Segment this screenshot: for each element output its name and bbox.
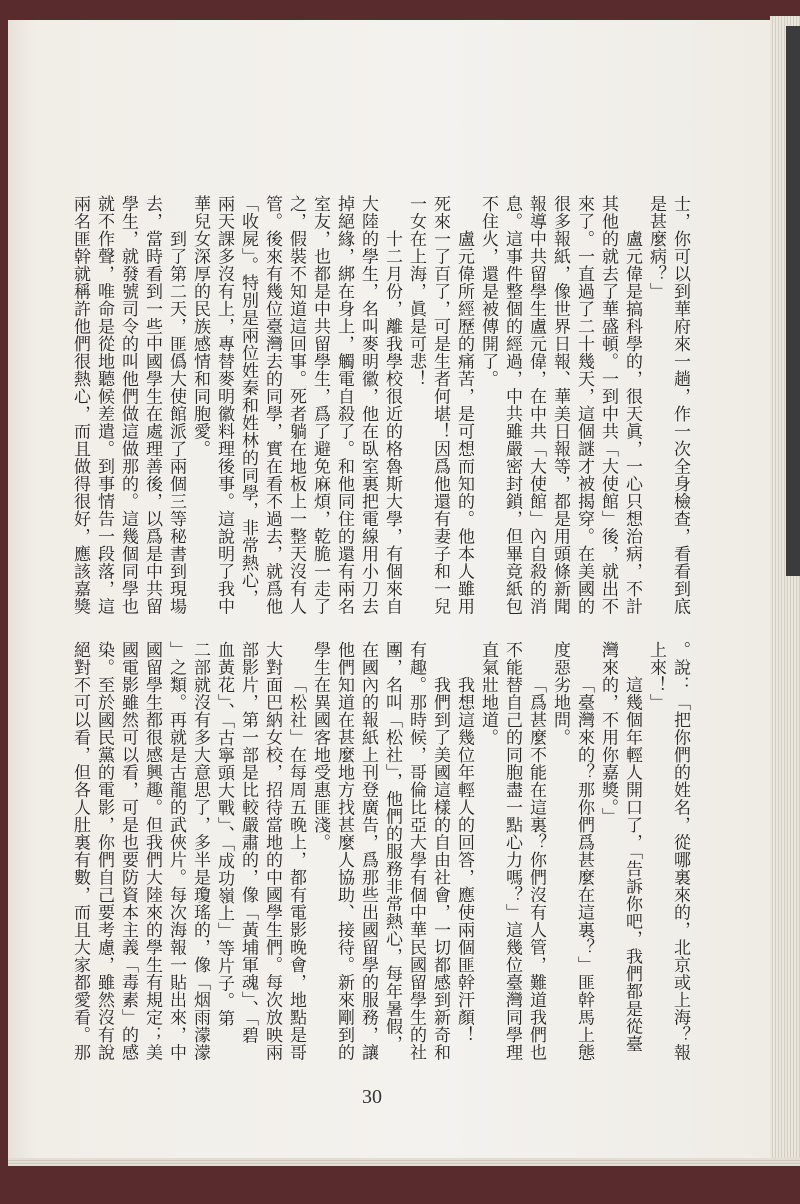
text-column: 盧元偉是搞科學的，很天眞，一心只想治病，不計: [622, 230, 642, 615]
text-column: 我們到了美國這樣的自由社會，一切都感到新奇和: [430, 676, 450, 1061]
text-column: 有趣。那時候，哥倫比亞大學有個中華民國留學生的社: [406, 641, 426, 1061]
text-column: 一女在上海，眞是可悲！: [406, 195, 426, 388]
text-column: 學生，就發號司令的叫他們做這做那的。這幾個同學也: [118, 195, 138, 615]
text-column: 息。這事件整個的經過，中共雖嚴密封鎖，但畢竟紙包: [502, 195, 522, 615]
text-column: 來了。一直過了二十幾天，這個謎才被揭穿。在美國的: [574, 195, 594, 615]
text-column: 十二月份，離我學校很近的格魯斯大學，有個來自: [382, 230, 402, 615]
text-column: 這幾個年輕人開口了，「告訴你吧，我們都是從臺: [622, 676, 642, 1053]
text-column: 兩名匪幹就稱許他們很熱心，而且做得很好，應該嘉獎: [70, 195, 90, 615]
text-column: 大陸的學生，名叫麥明徽，他在臥室裏把電線用小刀去: [358, 195, 378, 615]
text-column: 「收屍」。特別是兩位姓秦和姓林的同學，非常熱心，: [238, 195, 258, 607]
text-column: 士，你可以到華府來一趟，作一次全身檢查，看看到底: [670, 195, 690, 615]
page-number: 30: [362, 1086, 382, 1108]
text-column: 度惡劣地問。: [550, 641, 570, 746]
text-column: 死來一了百了，可是生者何堪！因爲他還有妻子和一兒: [430, 195, 450, 615]
text-column: 血黃花」、「古寧頭大戰」、「成功嶺上」等片子。第: [214, 641, 234, 1027]
text-column: 很多報紙，像世界日報、華美日報等，都是用頭條新聞: [550, 195, 570, 615]
book-spine-shadow: [786, 26, 800, 576]
text-column: 上來！」: [646, 641, 666, 711]
text-column: 他們知道在甚麼地方找甚麼人協助、接待。新來剛到的: [334, 641, 354, 1061]
text-column: 不能替自己的同胞盡一點心力嗎？」這幾位臺灣同學理: [502, 641, 522, 1061]
text-column: 兩天課多沒有上，專替麥明徽料理後事。這說明了我中: [214, 195, 234, 615]
bottom-text-block: [68, 641, 692, 1061]
text-column: 盧元偉所經歷的痛苦，是可想而知的。他本人雖用: [454, 230, 474, 615]
text-column: 其他的就去了華盛頓。一到中共「大使館」後，就出不: [598, 195, 618, 615]
text-column: 室友，也都是中共留學生，爲了避免麻煩，乾脆一走了: [310, 195, 330, 615]
text-column: 「松社」在每周五晚上，都有電影晚會，地點是哥: [286, 676, 306, 1061]
text-column: 國電影雖然可以看，可是也要防資本主義「毒素」的感: [118, 641, 138, 1061]
text-column: 在國內的報紙上刊登廣告，爲那些出國留學的服務，讓: [358, 641, 378, 1061]
text-column: 之，假裝不知道這回事。死者躺在地板上一整天沒有人: [286, 195, 306, 615]
text-column: 「臺灣來的？那你們爲甚麼在這裏？」匪幹馬上態: [574, 676, 594, 1061]
text-column: 掉絕緣，綁在身上，觸電自殺了。和他同住的還有兩名: [334, 195, 354, 615]
text-column: 二部就沒有多大意思了，多半是瓊瑤的，像「烟雨濛濛: [190, 641, 210, 1061]
text-column: 是甚麼病？」: [646, 195, 666, 300]
text-column: 絕對不可以看，但各人肚裏有數，而且大家都愛看。那: [70, 641, 90, 1061]
top-text-block: [68, 195, 692, 615]
text-column: 華兒女深厚的民族感情和同胞愛。: [190, 195, 210, 458]
text-column: 管。後來有幾位臺灣去的同學，實在看不過去，就爲他: [262, 195, 282, 615]
text-column: 。說：「把你們的姓名，從哪裏來的，北京或上海？報: [670, 641, 690, 1061]
text-column: 大對面巴納女校，招待當地的中國學生們。每次放映兩: [262, 641, 282, 1061]
text-column: 「爲甚麼不能在這裏？你們沒有人管，難道我們也: [526, 676, 546, 1061]
text-column: 團，名叫「松社」，他們的服務非常熱心，每年暑假，: [382, 641, 402, 1053]
text-column: 直氣壯地道。: [478, 641, 498, 746]
bottom-page-edges: [8, 1158, 800, 1166]
text-column: 染。至於國民黨的電影，你們自己要考慮，雖然沒有說: [94, 641, 114, 1061]
text-column: 國留學生都很感興趣。但我們大陸來的學生有規定；美: [142, 641, 162, 1061]
text-column: 我想這幾位年輕人的回答，應使兩個匪幹汗顏！: [454, 676, 474, 1044]
text-column: 部影片，第一部是比較嚴肅的，像「黃埔軍魂」、「碧: [238, 641, 258, 1044]
text-column: 不住火，還是被傳開了。: [478, 195, 498, 388]
text-column: 」之類。再就是古龍的武俠片。每次海報一貼出來，中: [166, 641, 186, 1061]
text-column: 灣來的，不用你嘉獎。」: [598, 641, 618, 825]
text-column: 報導中共留學生盧元偉，在中共「大使館」內自殺的消: [526, 195, 546, 615]
text-column: 就不作聲，唯命是從地聽候差遣。到事情告一段落，這: [94, 195, 114, 615]
text-column: 學生在異國客地受惠匪淺。: [310, 641, 330, 851]
text-column: 到了第二天，匪僞大使館派了兩個三等秘書到現場: [166, 230, 186, 615]
text-column: 去，當時看到一些中國學生在處理善後，以爲是中共留: [142, 195, 162, 615]
